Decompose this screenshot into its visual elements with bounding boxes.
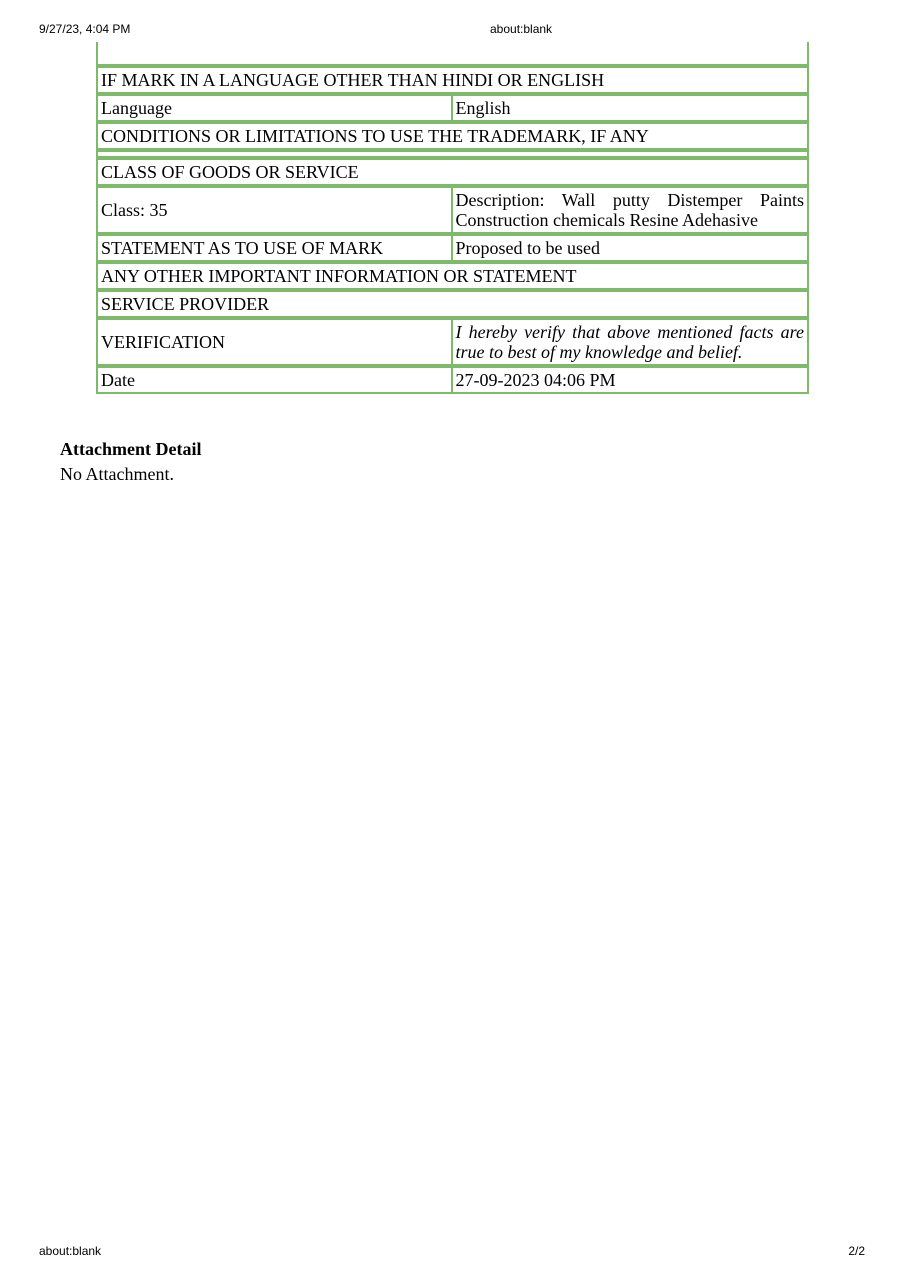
print-datetime: 9/27/23, 4:04 PM: [39, 22, 131, 36]
table-row-empty: [98, 150, 807, 158]
attachment-text: No Attachment.: [60, 464, 174, 484]
attachment-title: Attachment Detail: [60, 439, 202, 459]
class-heading: CLASS OF GOODS OR SERVICE: [98, 158, 807, 186]
table-row: [98, 262, 807, 290]
print-page-title: about:blank: [490, 22, 553, 36]
table-row: [98, 66, 807, 94]
table-row: [98, 290, 807, 318]
table-row-continued: [98, 42, 807, 66]
statement-label: STATEMENT AS TO USE OF MARK: [98, 234, 453, 262]
date-value: 27-09-2023 04:06 PM: [453, 366, 808, 394]
statement-value: Proposed to be used: [453, 234, 808, 262]
table-row: [98, 186, 807, 234]
print-footer: [0, 1244, 904, 1260]
date-label: Date: [98, 366, 453, 394]
language-label: Language: [98, 94, 453, 122]
conditions-heading: CONDITIONS OR LIMITATIONS TO USE THE TRADEMARK, IF ANY: [98, 122, 807, 150]
class-description: Description: Wall putty Distemper Paints Construction chemicals Resine Adehasive: [453, 186, 808, 234]
print-page-number: 2/2: [848, 1244, 865, 1258]
verification-text: I hereby verify that above mentioned facts are true to best of my knowledge and belief.: [453, 318, 808, 366]
language-value: English: [453, 94, 808, 122]
table-row: [98, 366, 807, 394]
class-label: Class: 35: [98, 186, 453, 234]
print-header: [0, 22, 904, 38]
language-section-heading: IF MARK IN A LANGUAGE OTHER THAN HINDI OR ENGLISH: [98, 66, 807, 94]
continued-cell: [98, 42, 807, 66]
table-row: [98, 234, 807, 262]
table-row: [98, 122, 807, 150]
print-footer-url: about:blank: [39, 1244, 102, 1258]
empty-cell: [98, 150, 807, 158]
service-provider-heading: SERVICE PROVIDER: [98, 290, 807, 318]
other-info-heading: ANY OTHER IMPORTANT INFORMATION OR STATEMENT: [98, 262, 807, 290]
trademark-details-table: [96, 42, 809, 394]
verification-label: VERIFICATION: [98, 318, 453, 366]
table-row: [98, 158, 807, 186]
table-row: [98, 318, 807, 366]
table-row: [98, 94, 807, 122]
